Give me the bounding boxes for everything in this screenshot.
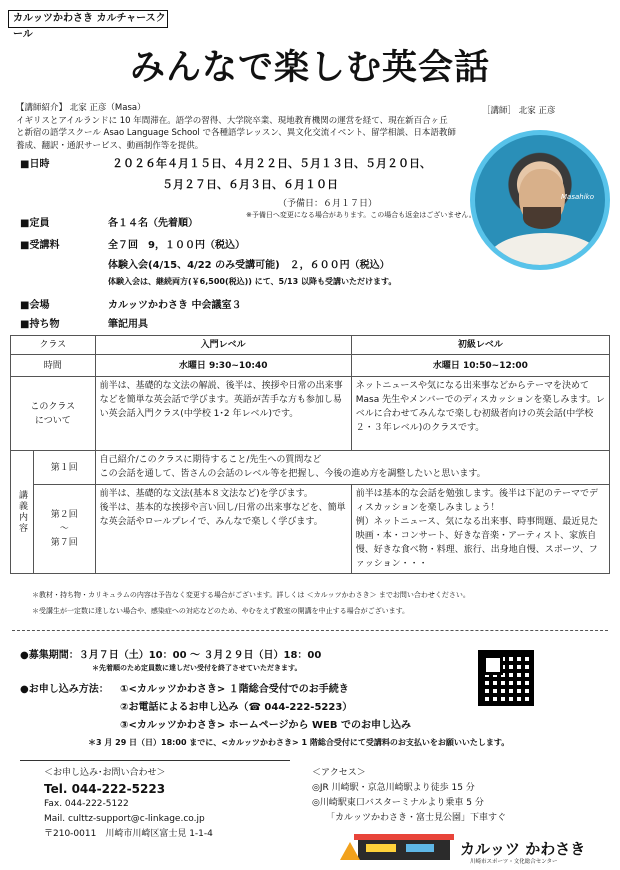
logo-sub: 川崎市スポーツ・文化総合センター	[470, 859, 558, 865]
items-value: 筆記用具	[108, 319, 148, 330]
date-line1: ２０２６年４月１５日、４月２２日、５月１３日、５月２０日、	[112, 157, 431, 170]
about-elementary: ネットニュースや気になる出来事などからテーマを決めて Masa 先生やメンバーでのディスカッションを楽しみます。レベルに合わせてみんなで楽しむ初級者向けの英会話(中学校２・３年レベル)のクラスです。	[351, 377, 609, 451]
lesson1-cell	[95, 451, 609, 485]
venue-value: カルッツかわさき 中会議室３	[108, 300, 242, 311]
lesson2-beginner1: 前半は、基礎的な文法(基本８文法など)を学びます。	[99, 489, 313, 499]
trial-value: 体験入会(4/15、4/22 のみ受講可能) ２，６００円（税込）	[108, 260, 390, 271]
lesson2-elementary2: 例）ネットニュース、気になる出来事、時事問題、最近見た映画・本・コンサート、好きな音楽・アーティスト、家族自慢、好きな食べ物・料理、旅行、出身地自慢、スポーツ、ファッション・・・	[355, 517, 599, 569]
venue-label: ■会場	[20, 300, 50, 311]
items-label: ■持ち物	[20, 319, 60, 330]
lesson2-elementary	[351, 485, 609, 574]
contact-tel: Tel. 044-222-5223	[44, 782, 166, 796]
date-line2: ５月２７日、６月３日、６月１０日	[162, 178, 338, 191]
payment-note: ＊3 月 29 日（日）18:00 までに、<カルッツかわさき> 1 階総合受付にて受講料のお支払いをお願いいたします。	[88, 738, 510, 747]
access-line2: ◎川崎駅東口バスターミナルより乗車 5 分	[312, 798, 484, 808]
school-tag: カルッツかわさき カルチャースクール	[8, 10, 168, 28]
col-beginner: 入門レベル	[95, 336, 351, 355]
lecturer-label: ［講師］ 北家 正彦	[482, 106, 556, 116]
date-spare: （予備日：６月１７日）	[278, 199, 378, 209]
trial-note: 体験入会は、継続両方(￥6,500(税込)) にて、5/13 以降も受講いただけます。	[108, 277, 397, 286]
photo-beard	[523, 207, 561, 229]
fee-label: ■受講料	[20, 240, 60, 251]
contact-mail[interactable]: Mail. culttz-support@c-linkage.co.jp	[44, 814, 205, 824]
time-beginner: 水曜日 9:30~10:40	[95, 355, 351, 377]
qr-code[interactable]	[478, 650, 534, 706]
photo-signature: Masahiko	[561, 193, 594, 201]
lesson1-text1: 自己紹介/このクラスに期待すること/先生への質問など	[99, 455, 322, 465]
note2: ＊受講生が一定数に達しない場合や、感染症への対応などのため、やむをえず教室の開講を中止する場合がございます。	[32, 607, 410, 615]
contact-fax: Fax. 044-222-5122	[44, 799, 129, 809]
date-label: ■日時	[20, 159, 50, 170]
row-content: 講義内容	[11, 451, 34, 574]
fee-value: 全７回 9，１００円（税込）	[108, 240, 245, 251]
logo-name: カルッツ かわさき	[460, 840, 586, 858]
lecturer-bio: イギリスとアイルランドに 10 年間滞在。語学の習得、大学院卒業、現地教育機関の運営を経て、現在新百合ヶ丘と新宿の語学スクール Asao Language School で各種語学レッスン、異文化交流イベント、留学相談、日本語教師養成、翻訳・通訳サービス、動画制作等を提供。	[16, 115, 456, 151]
method-label: ●お申し込み方法：	[20, 684, 109, 695]
period-note: ＊先着順のため定員数に達しだい受付を終了させていただきます。	[92, 664, 302, 672]
access-block	[312, 766, 612, 826]
divider-solid	[20, 760, 290, 761]
row-about: このクラス について	[11, 377, 96, 451]
about-beginner: 前半は、基礎的な文法の解説、後半は、挨拶や日常の出来事などを簡単な英会話で学びます。英語が苦手な方も参加し易い英会話入門クラス(中学校 1･2 年レベル)です。	[95, 377, 351, 451]
method2: ②お電話によるお申し込み（☎ 044-222-5223）	[120, 702, 353, 713]
lesson1-label: 第１回	[34, 451, 96, 485]
row-time: 時間	[11, 355, 96, 377]
col-class: クラス	[11, 336, 96, 355]
photo-body	[489, 233, 601, 270]
method1: ①<カルッツかわさき> １階総合受付でのお手続き	[120, 684, 349, 695]
lesson2-beginner	[95, 485, 351, 574]
access-line1: ◎JR 川崎駅・京急川崎駅より徒歩 15 分	[312, 783, 475, 793]
contact-heading: ＜お申し込み･お問い合わせ＞	[44, 768, 166, 778]
method3: ③<カルッツかわさき> ホームページから WEB でのお申し込み	[120, 720, 411, 731]
divider-dashed	[12, 630, 608, 631]
lecturer-heading: 【講師紹介】 北家 正彦（Masa）	[16, 103, 146, 113]
lecturer-intro	[16, 102, 456, 152]
capacity-label: ■定員	[20, 218, 50, 229]
logo-building-icon	[358, 840, 450, 860]
access-line3: 「カルッツかわさき・富士見公園」下車すぐ	[326, 813, 507, 823]
access-heading: ＜アクセス＞	[312, 768, 366, 778]
application-period: ●募集期間：３月７日（土）10：00 〜 ３月２９日（日）18：00	[20, 650, 322, 661]
date-note: ※予備日へ変更になる場合があります。この場合も返金はございません。	[246, 211, 476, 219]
contact-block	[44, 766, 314, 842]
contact-address: 〒210-0011 川崎市川崎区富士見 1-1-4	[44, 829, 213, 839]
lesson2-label: 第２回 〜 第７回	[34, 485, 96, 574]
col-elementary: 初級レベル	[351, 336, 609, 355]
page-title: みんなで楽しむ英会話	[129, 48, 490, 88]
note1: ＊教材・持ち物・カリキュラムの内容は予告なく変更する場合がございます。詳しくは ＜カルッツかわさき＞ までお問い合わせください。	[32, 591, 470, 599]
lesson1-text2: この会話を通して、皆さんの会話のレベル等を把握し、今後の進め方を調整したいと思います。	[99, 469, 486, 479]
lesson2-beginner2: 後半は、基本的な挨拶や言い回し/日常の出来事などを、簡単な英会話やロールプレイで、みんなで楽しく学びます。	[99, 503, 346, 527]
schedule-table	[10, 335, 610, 574]
capacity-value: 各１４名（先着順）	[108, 218, 198, 229]
lecturer-photo	[470, 130, 610, 270]
time-elementary: 水曜日 10:50~12:00	[351, 355, 609, 377]
lesson2-elementary1: 前半は基本的な会話を勉強します。後半は下記のテーマでディスカッションを楽しみましょう！	[355, 489, 599, 513]
